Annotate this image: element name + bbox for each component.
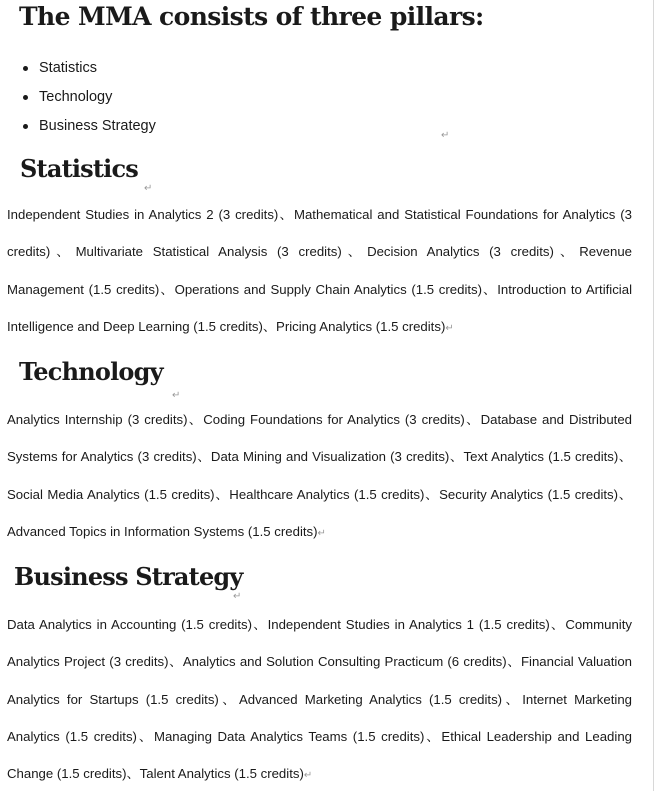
paragraph-mark-icon: ↵ bbox=[317, 527, 326, 539]
pillar-label: Technology bbox=[39, 89, 113, 105]
pillar-item-business-strategy bbox=[0, 112, 156, 141]
paragraph-mark-icon: ↵ bbox=[303, 770, 313, 782]
paragraph-mark-icon: ↵ bbox=[445, 322, 454, 334]
pillar-item-technology bbox=[0, 83, 156, 112]
bullet-icon bbox=[23, 66, 28, 71]
course-list-text: Analytics Internship (3 credits)、Coding Foundations for Analytics (3 credits)、Database and Distributed Systems for Analytics (3 credits)、Data Mining and Visualization (3 credits)、Text Analytics (1.5 credits)、Social Media Analytics (1.5 credits)、Healthcare Analytics (1.5 credits)、Security Analytics (1.5 credits)、Advanced Topics in Information Systems (1.5 credits) bbox=[7, 412, 632, 539]
page-edge-divider bbox=[653, 0, 654, 791]
paragraph-mark-icon: ↵ bbox=[441, 130, 450, 141]
pillar-label: Statistics bbox=[39, 60, 98, 76]
bullet-icon bbox=[23, 95, 28, 100]
paragraph-mark-icon: ↵ bbox=[144, 183, 153, 194]
section-heading-statistics: Statistics bbox=[20, 154, 139, 183]
paragraph-mark-icon: ↵ bbox=[172, 390, 181, 401]
course-list-text: Data Analytics in Accounting (1.5 credits)、Independent Studies in Analytics 1 (1.5 credits)、Community Analytics Project (3 credits)、Analytics and Solution Consulting Practicum (6 credits)、Financial Valuation Analytics for Startups (1.5 credits)、Advanced Marketing Analytics (1.5 credits)、Internet Marketing Analytics (1.5 credits)、Managing Data Analytics Teams (1.5 credits)、Ethical Leadership and Leading Change (1.5 credits)、Talent Analytics (1.5 credits) bbox=[7, 617, 632, 782]
section-heading-technology: Technology bbox=[19, 357, 163, 386]
section-courses-business-strategy bbox=[7, 606, 632, 794]
pillar-label: Business Strategy bbox=[39, 118, 156, 134]
bullet-icon bbox=[23, 124, 28, 129]
paragraph-mark-icon: ↵ bbox=[233, 591, 242, 602]
pillars-list bbox=[0, 54, 156, 141]
course-list-text: Independent Studies in Analytics 2 (3 credits)、Mathematical and Statistical Foundations for Analytics (3 credits)、Multivariate Statistical Analysis (3 credits)、Decision Analytics (3 credits)、Revenue Management (1.5 credits)、Operations and Supply Chain Analytics (1.5 credits)、Introduction to Artificial Intelligence and Deep Learning (1.5 credits)、Pricing Analytics (1.5 credits) bbox=[7, 207, 632, 334]
section-heading-business-strategy: Business Strategy bbox=[14, 562, 243, 591]
intro-title: The MMA consists of three pillars: bbox=[19, 2, 484, 31]
section-courses-statistics bbox=[7, 196, 632, 347]
section-courses-technology bbox=[7, 401, 632, 552]
pillar-item-statistics bbox=[0, 54, 156, 83]
